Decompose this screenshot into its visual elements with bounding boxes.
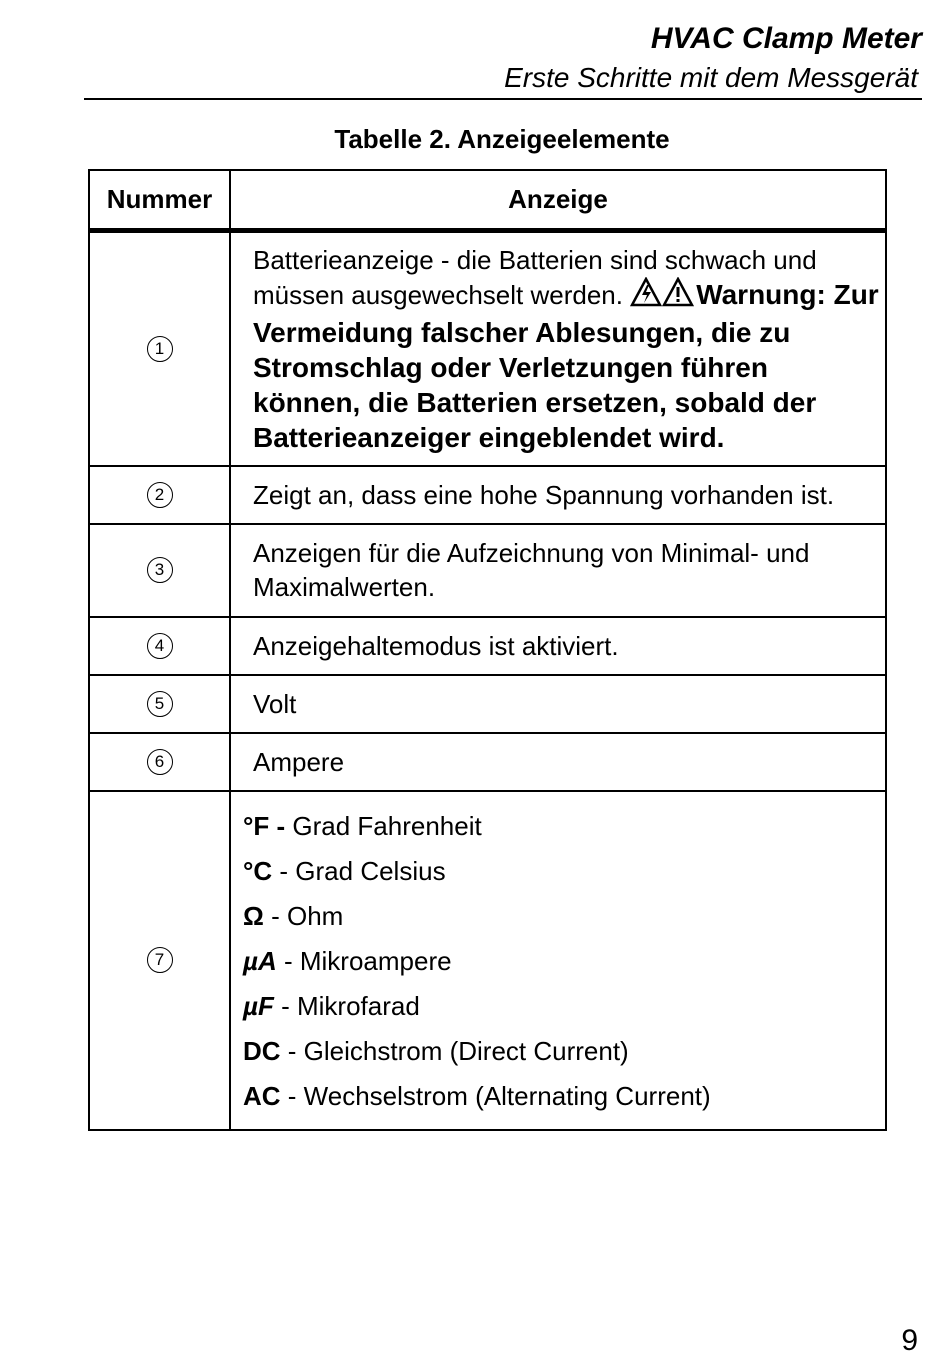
circled-number: 5: [147, 691, 173, 717]
circled-number: 4: [147, 633, 173, 659]
row-description: Anzeigehaltemodus ist aktiviert.: [230, 617, 886, 675]
symbol-description: - Ohm: [263, 900, 344, 931]
table-row: [89, 524, 886, 617]
row-description: Volt: [230, 675, 886, 733]
symbol-description: - Mikroampere: [276, 945, 452, 976]
table-row: [89, 733, 886, 791]
battery-warning-icon: [630, 277, 694, 315]
symbol-item-ohm: [243, 894, 885, 939]
row-description: Ampere: [230, 733, 886, 791]
symbol-item-microfarad: [243, 984, 885, 1029]
symbol-list: [230, 791, 886, 1130]
table-row: [89, 230, 886, 466]
page-number: 9: [901, 1324, 918, 1357]
row-description: Anzeigen für die Aufzeichnung von Minimal- und Maximalwerten.: [230, 524, 886, 617]
row-number-cell: [89, 230, 230, 466]
symbol-label: °F -: [243, 810, 286, 841]
doc-title: HVAC Clamp Meter: [650, 22, 922, 55]
circled-number: 7: [147, 947, 173, 973]
symbol-item-microampere: [243, 939, 885, 984]
table-header-row: [89, 170, 886, 230]
symbol-label: µF: [243, 990, 274, 1021]
symbol-item-celsius: [243, 849, 885, 894]
row-number-cell: [89, 733, 230, 791]
row-description: Zeigt an, dass eine hohe Spannung vorhanden ist.: [230, 466, 886, 524]
row-description: Batterieanzeige - die Batterien sind schwach und müssen ausgewechselt werden.: [253, 244, 817, 310]
symbol-description: - Gleichstrom (Direct Current): [280, 1035, 629, 1066]
symbol-label: µA: [243, 945, 277, 976]
row-number-cell: [89, 617, 230, 675]
warning-text: Warnung: Zur Vermeidung falscher Ablesungen, die zu Stromschlag oder Verletzungen führen können, die Batterien ersetzen, sobald der Batterieanzeiger eingeblendet wird.: [253, 278, 879, 453]
symbol-item-ac: [243, 1074, 885, 1119]
table-row: [89, 466, 886, 524]
table-row: [89, 617, 886, 675]
circled-number: 6: [147, 749, 173, 775]
display-elements-table: [88, 169, 887, 1131]
symbol-label: DC: [243, 1035, 281, 1066]
symbol-description: - Mikrofarad: [273, 990, 420, 1021]
row-number-cell: [89, 791, 230, 1130]
row-description-cell: [230, 230, 886, 466]
row-number-cell: [89, 524, 230, 617]
symbol-item-dc: [243, 1029, 885, 1074]
row-number-cell: [89, 675, 230, 733]
symbol-label: °C: [243, 855, 273, 886]
circled-number: 1: [147, 336, 173, 362]
circled-number: 3: [147, 557, 173, 583]
circled-number: 2: [147, 482, 173, 508]
table-row: [89, 791, 886, 1130]
column-header-display: Anzeige: [230, 170, 886, 230]
symbol-description: Grad Fahrenheit: [285, 810, 482, 841]
symbol-item-fahrenheit: [243, 804, 885, 849]
symbol-description: - Wechselstrom (Alternating Current): [280, 1080, 711, 1111]
column-header-number: Nummer: [89, 170, 230, 230]
table-caption: Tabelle 2. Anzeigeelemente: [334, 124, 670, 154]
symbol-description: - Grad Celsius: [272, 855, 446, 886]
table-row: [89, 675, 886, 733]
symbol-label: Ω: [243, 900, 264, 931]
row-number-cell: [89, 466, 230, 524]
page-header: [84, 18, 922, 100]
symbol-label: AC: [243, 1080, 281, 1111]
doc-subtitle: Erste Schritte mit dem Messgerät: [504, 62, 918, 93]
